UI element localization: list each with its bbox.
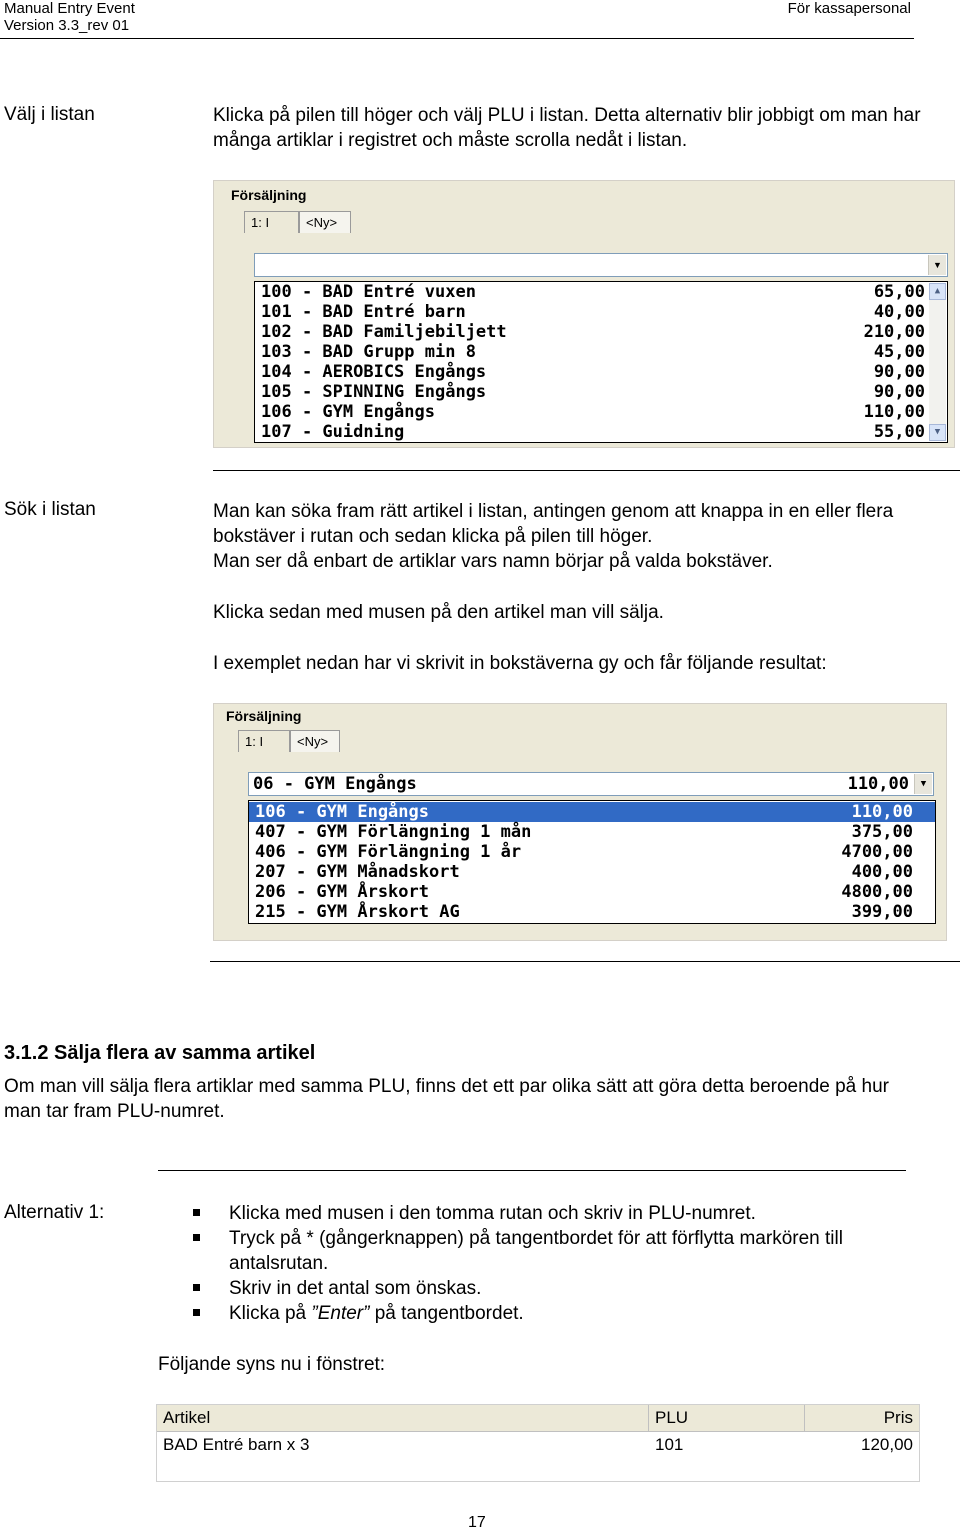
scroll-down-icon[interactable]: ▼ xyxy=(929,424,946,441)
bullet-item: Tryck på * (gångerknappen) på tangentbordet för att förflytta markören till antalsrutan. xyxy=(193,1226,853,1276)
bullet-list xyxy=(193,1201,853,1326)
column-header-plu[interactable]: PLU xyxy=(649,1405,805,1431)
section-text-sok-1b: Man ser då enbart de artiklar vars namn börjar på valda bokstäver. xyxy=(213,551,773,572)
section-label-valj: Välj i listan xyxy=(4,104,95,125)
bullet-icon xyxy=(193,1209,200,1216)
list-item[interactable]: 407 - GYM Förlängning 1 mån 375,00 xyxy=(255,822,913,842)
tabstrip xyxy=(244,211,404,233)
list-item[interactable]: 206 - GYM Årskort 4800,00 xyxy=(255,882,913,902)
list-item[interactable]: 107 - Guidning 55,00 xyxy=(261,422,925,442)
section-text: Om man vill sälja flera artiklar med samma PLU, finns det ett par olika sätt att göra detta beroende på hur man tar fram PLU-numret. xyxy=(4,1076,889,1122)
section-label-sok: Sök i listan xyxy=(4,499,96,520)
dropdown-arrow-icon[interactable]: ▼ xyxy=(928,255,946,275)
section-text-sok-1: Man kan söka fram rätt artikel i listan, antingen genom att knappa in en eller flera bokstäver i rutan och sedan klicka på pilen till höger. xyxy=(213,501,894,547)
bullet-icon xyxy=(193,1234,200,1241)
alternative-label: Alternativ 1: xyxy=(4,1202,105,1223)
bullet-icon xyxy=(193,1284,200,1291)
tab-1[interactable]: 1: I xyxy=(244,211,299,233)
cart-table xyxy=(156,1404,920,1482)
header-rule xyxy=(0,38,914,39)
plu-combo[interactable] xyxy=(254,253,948,277)
list-item[interactable]: 406 - GYM Förlängning 1 år 4700,00 xyxy=(255,842,913,862)
page-number: 17 xyxy=(468,1514,486,1531)
list-item[interactable]: 100 - BAD Entré vuxen 65,00 xyxy=(261,282,925,302)
dropdown-arrow-icon[interactable]: ▼ xyxy=(914,774,932,794)
plu-list[interactable] xyxy=(254,281,948,443)
list-item[interactable]: 104 - AEROBICS Engångs 90,00 xyxy=(261,362,925,382)
table-row[interactable]: BAD Entré barn x 3 101 120,00 xyxy=(163,1435,913,1454)
section-rule xyxy=(210,961,960,962)
bullet-icon xyxy=(193,1309,200,1316)
header-title: Manual Entry Event xyxy=(4,0,135,17)
column-header-artikel[interactable]: Artikel xyxy=(157,1405,649,1431)
list-item[interactable]: 105 - SPINNING Engångs 90,00 xyxy=(261,382,925,402)
tab-1[interactable]: 1: I xyxy=(238,730,290,752)
list-item[interactable]: 215 - GYM Årskort AG 399,00 xyxy=(255,902,913,922)
bullet-item: Klicka på ”Enter” på tangentbordet. xyxy=(193,1301,853,1326)
list-item[interactable]: 207 - GYM Månadskort 400,00 xyxy=(255,862,913,882)
list-item[interactable]: 101 - BAD Entré barn 40,00 xyxy=(261,302,925,322)
panel-title: Försäljning xyxy=(226,708,302,724)
list-scrollbar[interactable] xyxy=(929,283,946,441)
following-text: Följande syns nu i fönstret: xyxy=(158,1354,386,1375)
panel-title: Försäljning xyxy=(231,187,307,203)
tab-new[interactable]: <Ny> xyxy=(299,211,351,233)
plu-list[interactable] xyxy=(248,800,936,924)
section-rule xyxy=(213,470,960,471)
bullet-item: Skriv in det antal som önskas. xyxy=(193,1276,853,1301)
column-header-pris[interactable]: Pris xyxy=(883,1408,913,1427)
section-rule xyxy=(158,1170,906,1171)
section-text-valj: Klicka på pilen till höger och välj PLU i listan. Detta alternativ blir jobbigt om man har många artiklar i registret och måste scrolla nedåt i listan. xyxy=(213,105,921,151)
bullet-item: Klicka med musen i den tomma rutan och skriv in PLU-numret. xyxy=(193,1201,853,1226)
combo-price: 110,00 xyxy=(847,774,909,794)
list-item[interactable]: 103 - BAD Grupp min 8 45,00 xyxy=(261,342,925,362)
list-item-selected[interactable]: 106 - GYM Engångs 110,00 xyxy=(249,802,935,822)
tabstrip xyxy=(238,730,398,752)
table-header xyxy=(157,1405,919,1432)
header-audience: För kassapersonal xyxy=(787,0,911,17)
sales-panel-1 xyxy=(213,180,955,448)
tab-new[interactable]: <Ny> xyxy=(290,730,340,752)
list-item[interactable]: 102 - BAD Familjebiljett 210,00 xyxy=(261,322,925,342)
section-text-sok-3: I exemplet nedan har vi skrivit in bokstäverna gy och får följande resultat: xyxy=(213,653,827,674)
list-item[interactable]: 106 - GYM Engångs 110,00 xyxy=(261,402,925,422)
header-version: Version 3.3_rev 01 xyxy=(4,17,130,34)
section-text-sok-2: Klicka sedan med musen på den artikel man vill sälja. xyxy=(213,602,664,623)
combo-code: 06 - GYM Engångs xyxy=(253,774,417,794)
plu-combo[interactable] xyxy=(248,772,934,796)
sales-panel-2 xyxy=(213,703,947,941)
scroll-up-icon[interactable]: ▲ xyxy=(929,283,946,300)
section-heading: 3.1.2 Sälja flera av samma artikel xyxy=(4,1042,316,1064)
